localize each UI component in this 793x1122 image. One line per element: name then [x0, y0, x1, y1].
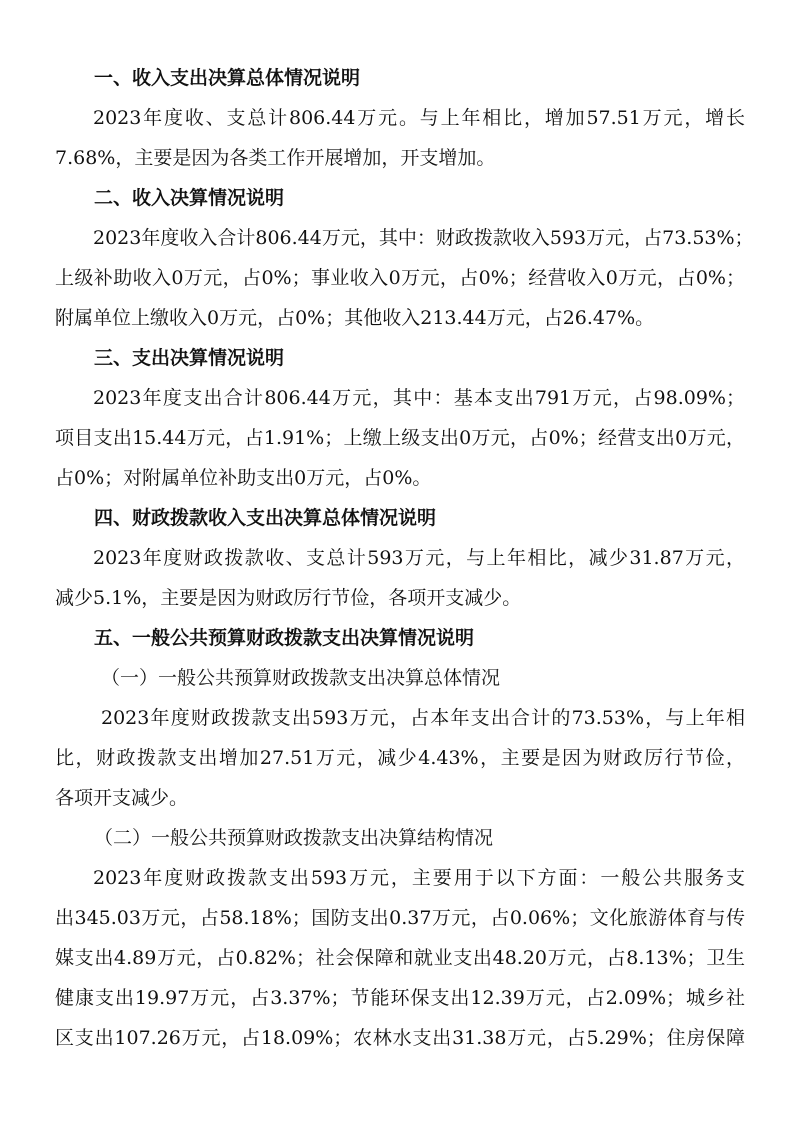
- paragraph-line: 出345.03万元，占58.18%；国防支出0.37万元，占0.06%；文化旅游体育与传: [55, 907, 745, 929]
- paragraph-line: 区支出107.26万元，占18.09%；农林水支出31.38万元，占5.29%；住房保障: [55, 1027, 745, 1049]
- paragraph-line: 2023年度财政拨款收、支总计593万元，与上年相比，减少31.87万元，: [93, 547, 745, 569]
- paragraph-line: 2023年度财政拨款支出593万元，主要用于以下方面：一般公共服务支: [93, 867, 745, 889]
- paragraph-line: 2023年度收、支总计806.44万元。与上年相比，增加57.51万元，增长: [93, 107, 745, 129]
- subsection-heading-1: （一）一般公共预算财政拨款支出决算总体情况: [101, 667, 501, 689]
- section-heading-4: 四、财政拨款收入支出决算总体情况说明: [94, 507, 437, 529]
- paragraph-line: 2023年度收入合计806.44万元，其中：财政拨款收入593万元，占73.53%；: [93, 227, 754, 249]
- paragraph-line: 项目支出15.44万元，占1.91%；上缴上级支出0万元，占0%；经营支出0万元，: [55, 427, 745, 449]
- paragraph-line: 减少5.1%，主要是因为财政厉行节俭，各项开支减少。: [55, 587, 522, 609]
- section-heading-1: 一、收入支出决算总体情况说明: [94, 67, 361, 89]
- paragraph-line: 上级补助收入0万元，占0%；事业收入0万元，占0%；经营收入0万元，占0%；: [55, 267, 745, 289]
- paragraph-line: 2023年度财政拨款支出593万元，占本年支出合计的73.53%，与上年相: [101, 707, 745, 729]
- paragraph-line: 健康支出19.97万元，占3.37%；节能环保支出12.39万元，占2.09%；城乡社: [55, 987, 745, 1009]
- paragraph-line: 媒支出4.89万元，占0.82%；社会保障和就业支出48.20万元，占8.13%；卫生: [55, 947, 745, 969]
- paragraph-line: 占0%；对附属单位补助支出0万元，占0%。: [55, 467, 432, 489]
- paragraph-line: 各项开支减少。: [55, 787, 189, 809]
- section-heading-3: 三、支出决算情况说明: [94, 347, 285, 369]
- document-body: [55, 58, 754, 1058]
- paragraph-line: 附属单位上缴收入0万元，占0%；其他收入213.44万元，占26.47%。: [55, 307, 655, 329]
- paragraph-line: 比，财政拨款支出增加27.51万元，减少4.43%，主要是因为财政厉行节俭，: [55, 747, 745, 769]
- section-heading-2: 二、收入决算情况说明: [94, 187, 285, 209]
- subsection-heading-2: （二）一般公共预算财政拨款支出决算结构情况: [94, 827, 494, 849]
- paragraph-line: 7.68%，主要是因为各类工作开展增加，开支增加。: [55, 147, 496, 169]
- paragraph-line: 2023年度支出合计806.44万元，其中：基本支出791万元，占98.09%；: [93, 387, 745, 409]
- section-heading-5: 五、一般公共预算财政拨款支出决算情况说明: [94, 627, 475, 649]
